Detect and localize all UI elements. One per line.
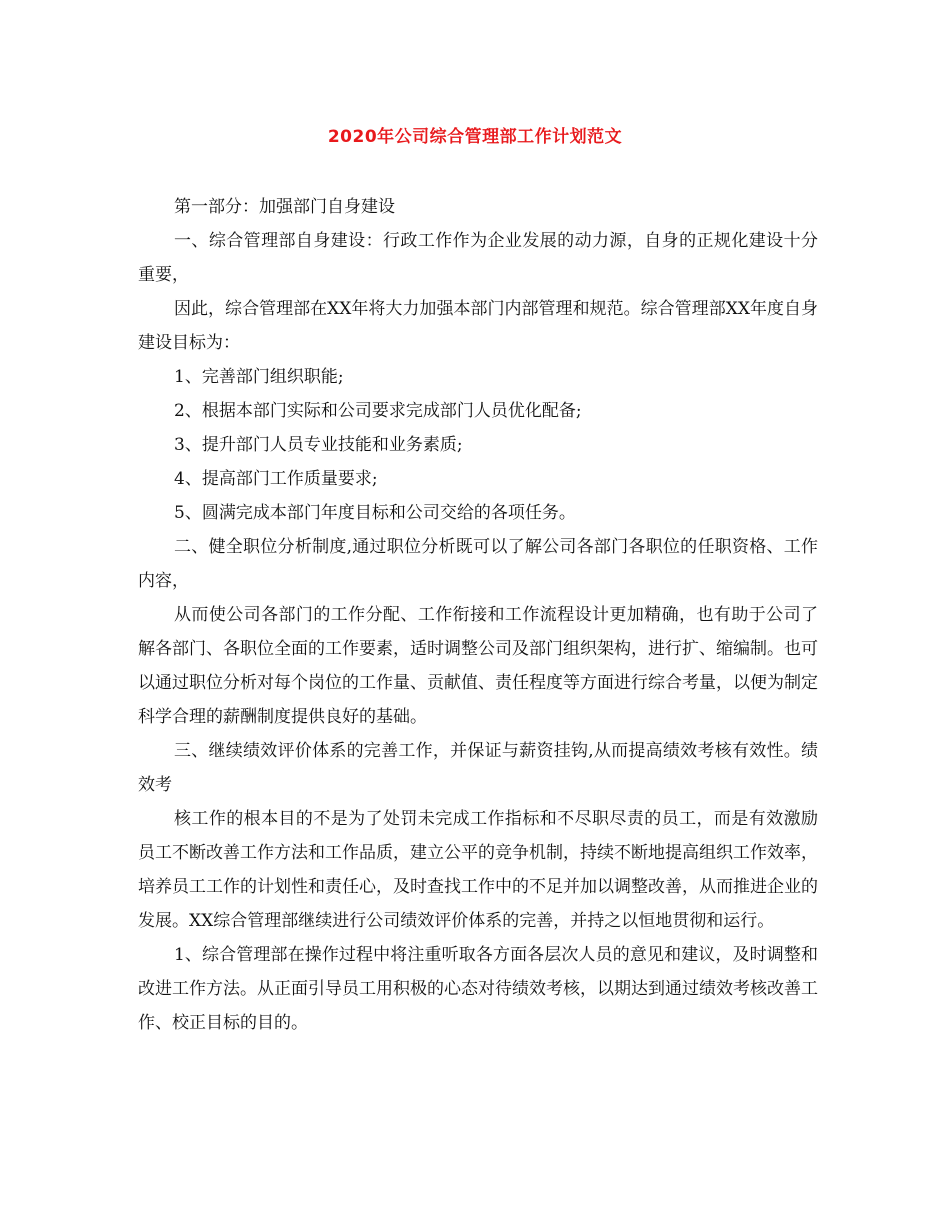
document-title: 2020年公司综合管理部工作计划范文: [327, 127, 623, 147]
section-heading-part-one: 第一部分：加强部门自身建设: [174, 197, 395, 217]
paragraph-job-analysis-detail: 从而使公司各部门的工作分配、工作衔接和工作流程设计更加精确，也有助于公司了解各部门、各职位全面的工作要素，适时调整公司及部门组织架构，进行扩、缩编制。也可以通过职位分析对每个岗位的工作量、贡献值、责任程度等方面进行综合考量，以便为制定科学合理的薪酬制度提供良好的基础。: [138, 605, 818, 727]
list-item-4: 4、提高部门工作质量要求;: [174, 469, 378, 489]
paragraph-job-analysis: 二、健全职位分析制度,通过职位分析既可以了解公司各部门各职位的任职资格、工作内容，: [138, 537, 818, 591]
list-item-2: 2、根据本部门实际和公司要求完成部门人员优化配备;: [174, 401, 582, 421]
paragraph-performance-detail: 核工作的根本目的不是为了处罚未完成工作指标和不尽职尽责的员工，而是有效激励员工不断改善工作方法和工作品质，建立公平的竞争机制，持续不断地提高组织工作效率，培养员工工作的计划性和责任心，及时查找工作中的不足并加以调整改善，从而推进企业的发展。XX综合管理部继续进行公司绩效评价体系的完善，并持之以恒地贯彻和运行。: [138, 809, 818, 931]
paragraph-self-construction: 一、综合管理部自身建设：行政工作作为企业发展的动力源，自身的正规化建设十分重要，: [138, 231, 818, 285]
list-item-5: 5、圆满完成本部门年度目标和公司交给的各项任务。: [174, 503, 576, 523]
list-item-1: 1、完善部门组织职能;: [174, 367, 344, 387]
paragraph-performance: 三、继续绩效评价体系的完善工作，并保证与薪资挂钩,从而提高绩效考核有效性。绩效考: [138, 741, 818, 795]
list-item-3: 3、提升部门人员专业技能和业务素质;: [174, 435, 463, 455]
paragraph-therefore: 因此，综合管理部在XX年将大力加强本部门内部管理和规范。综合管理部XX年度自身建设目标为：: [138, 299, 818, 353]
document-body: [138, 190, 818, 1040]
paragraph-performance-item-1: 1、综合管理部在操作过程中将注重听取各方面各层次人员的意见和建议，及时调整和改进工作方法。从正面引导员工用积极的心态对待绩效考核，以期达到通过绩效考核改善工作、校正目标的目的。: [138, 945, 818, 1033]
